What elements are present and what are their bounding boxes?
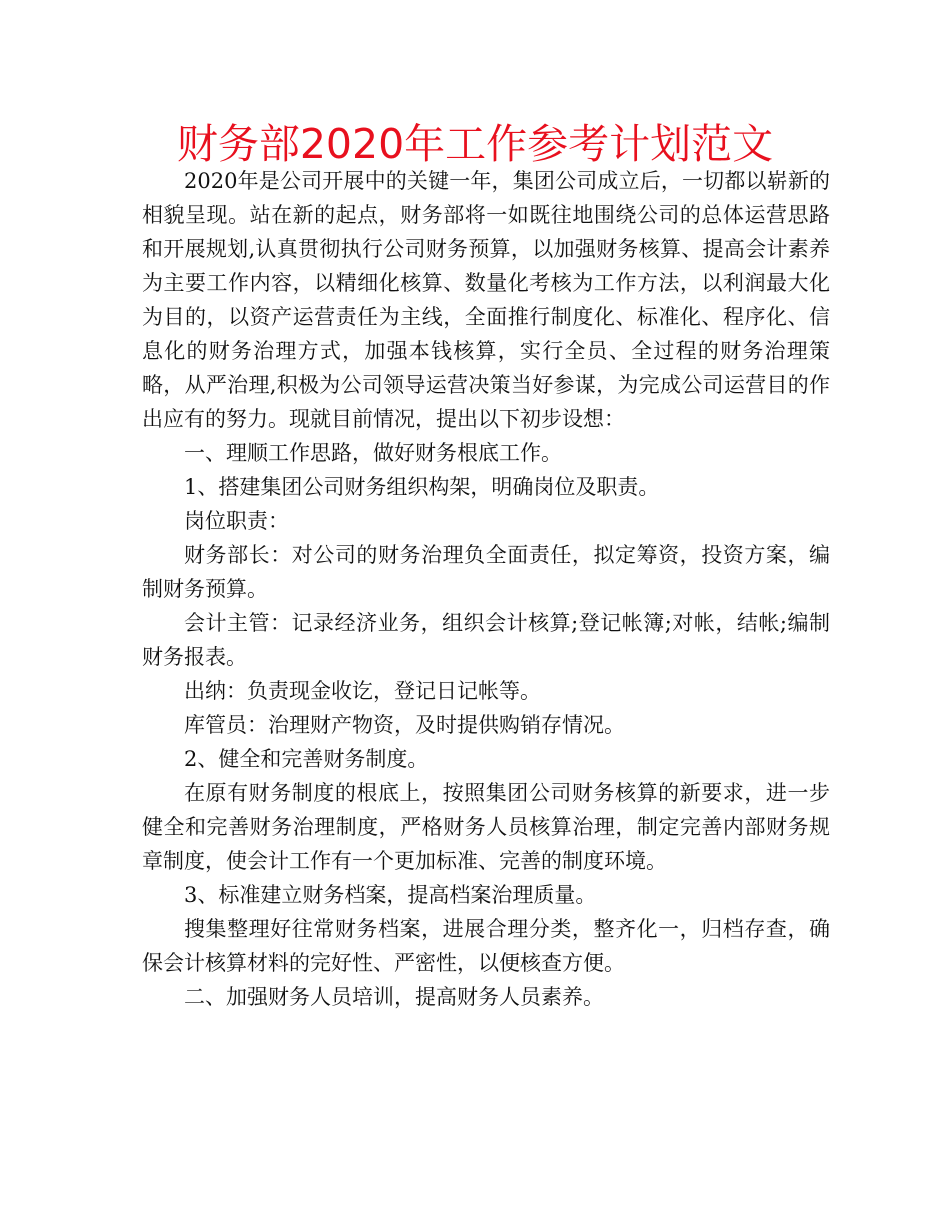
document-body bbox=[142, 164, 830, 1014]
section-heading-2: 二、加强财务人员培训，提高财务人员素养。 bbox=[184, 985, 604, 1009]
paragraph-cashier: 出纳：负责现金收讫，登记日记帐等。 bbox=[184, 679, 541, 703]
section-heading-1: 一、理顺工作思路，做好财务根底工作。 bbox=[184, 441, 562, 465]
paragraph-label-duties: 岗位职责： bbox=[184, 509, 289, 533]
subsection-heading-2: 2、健全和完善财务制度。 bbox=[184, 747, 429, 771]
paragraph-archives: 搜集整理好往常财务档案，进展合理分类，整齐化一，归档存查，确保会计核算材料的完好性、严密性，以便核查方便。 bbox=[142, 917, 830, 975]
paragraph-intro: 2020年是公司开展中的关键一年，集团公司成立后，一切都以崭新的相貌呈现。站在新的起点，财务部将一如既往地围绕公司的总体运营思路和开展规划,认真贯彻执行公司财务预算，以加强财务核算、提高会计素养为主要工作内容，以精细化核算、数量化考核为工作方法，以利润最大化为目的，以资产运营责任为主线，全面推行制度化、标准化、程序化、信息化的财务治理方式，加强本钱核算，实行全员、全过程的财务治理策略，从严治理,积极为公司领导运营决策当好参谋，为完成公司运营目的作出应有的努力。现就目前情况，提出以下初步设想： bbox=[142, 169, 830, 431]
paragraph-accounting-supervisor: 会计主管：记录经济业务，组织会计核算;登记帐簿;对帐，结帐;编制财务报表。 bbox=[142, 611, 830, 669]
subsection-heading-1: 1、搭建集团公司财务组织构架，明确岗位及职责。 bbox=[184, 475, 660, 499]
document-title: 财务部2020年工作参考计划范文 bbox=[176, 120, 774, 168]
paragraph-warehouse-keeper: 库管员：治理财产物资，及时提供购销存情况。 bbox=[184, 713, 625, 737]
paragraph-finance-director: 财务部长：对公司的财务治理负全面责任，拟定筹资，投资方案，编制财务预算。 bbox=[142, 543, 830, 601]
paragraph-finance-system: 在原有财务制度的根底上，按照集团公司财务核算的新要求，进一步健全和完善财务治理制度，严格财务人员核算治理，制定完善内部财务规章制度，使会计工作有一个更加标准、完善的制度环境。 bbox=[142, 781, 830, 873]
subsection-heading-3: 3、标准建立财务档案，提高档案治理质量。 bbox=[184, 883, 597, 907]
